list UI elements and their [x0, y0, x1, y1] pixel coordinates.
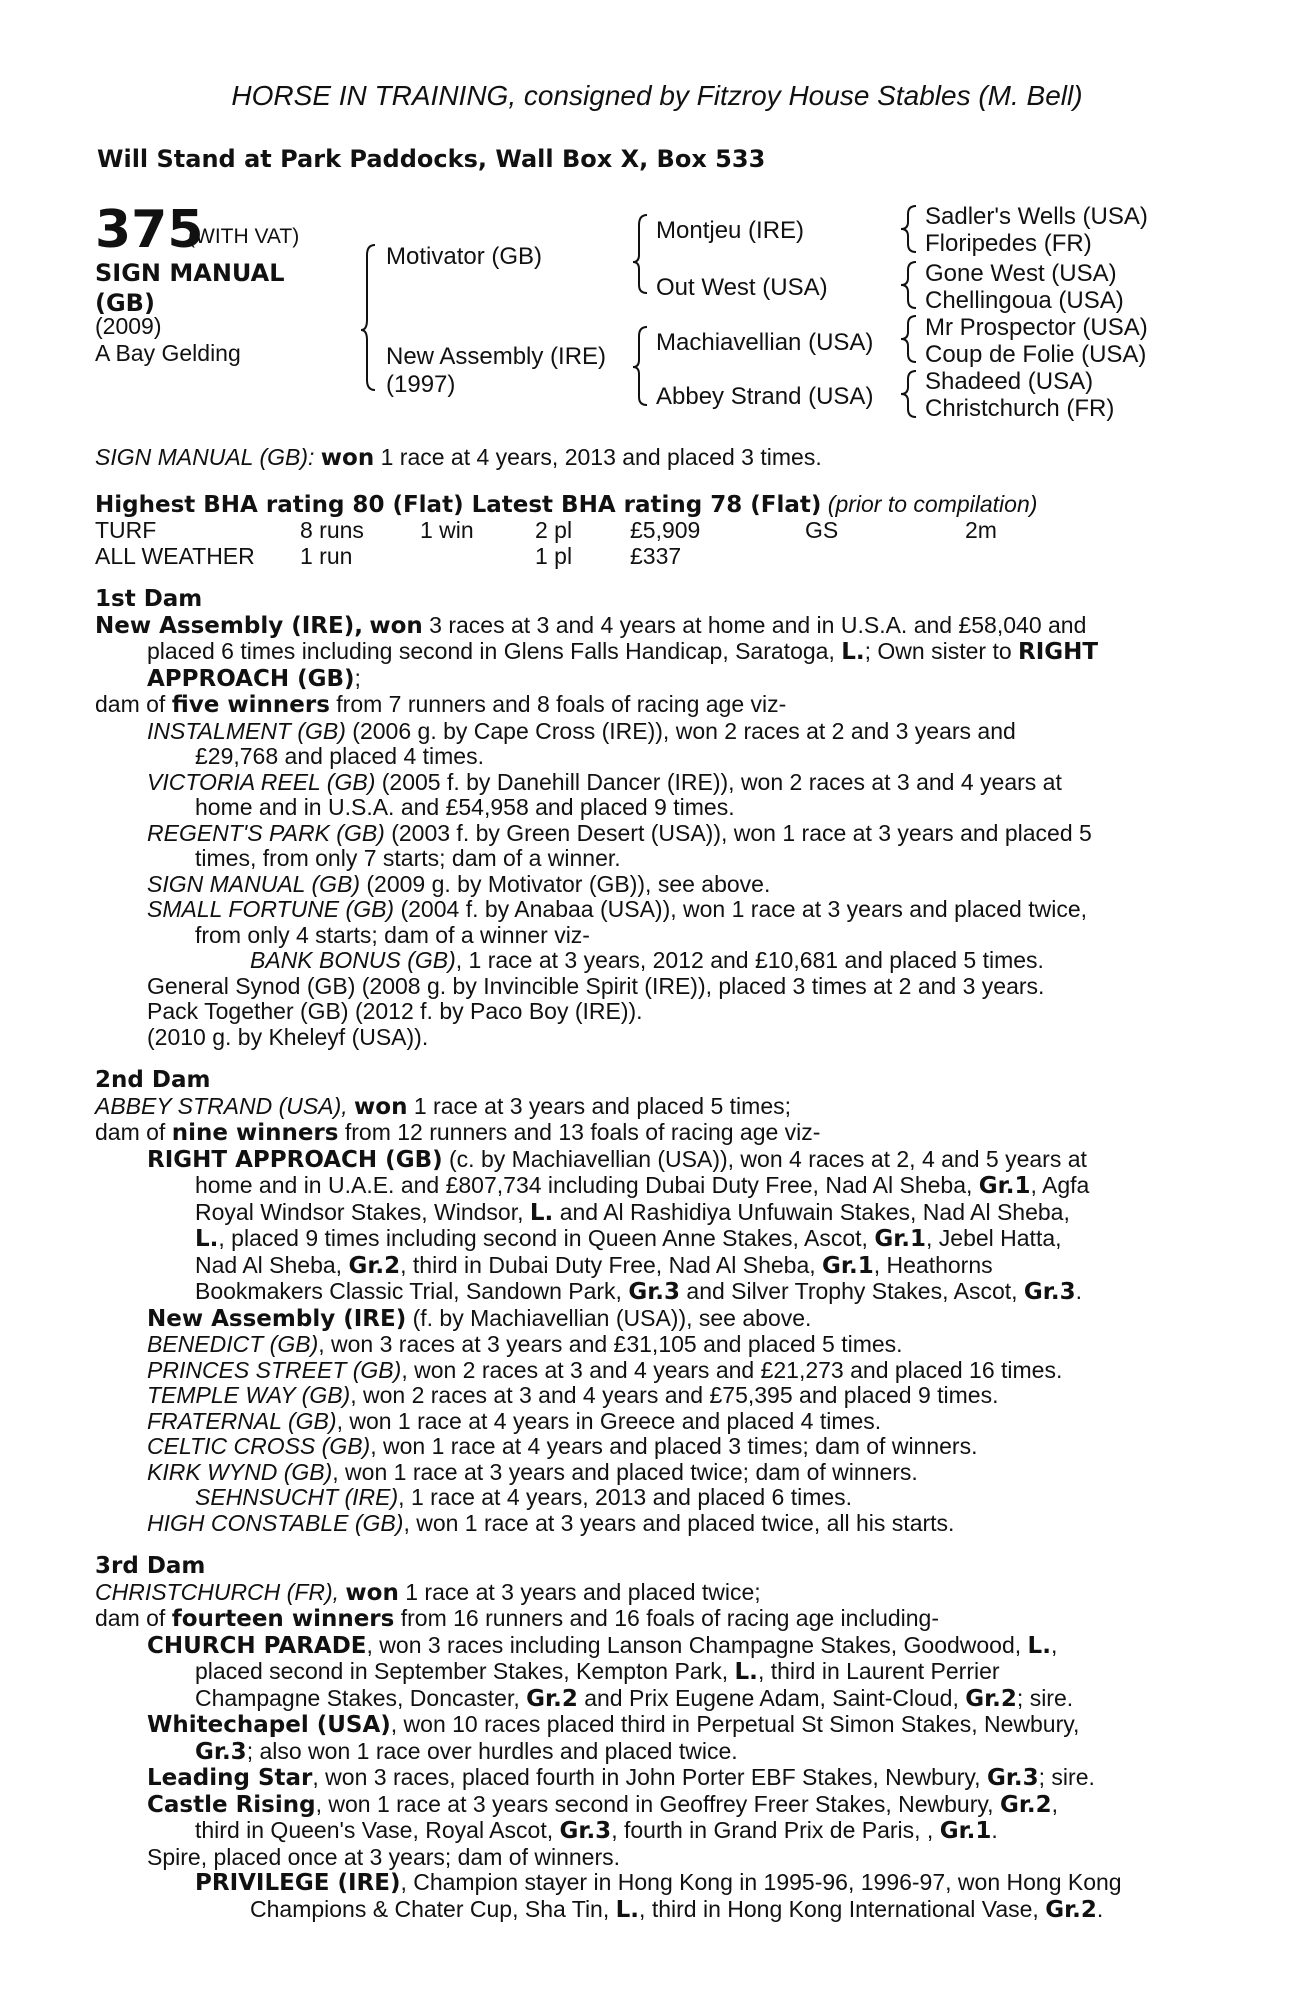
dam: New Assembly (IRE): [386, 343, 607, 370]
all-weather-row: ALL WEATHER 1 run 1 pl £337: [95, 542, 682, 569]
progeny-item: Castle Rising, won 1 race at 3 years second in Geoffrey Freer Stakes, Newbury, Gr.2,: [147, 1790, 1059, 1818]
bracket-dd: [901, 371, 916, 417]
progeny-item: TEMPLE WAY (GB), won 2 races at 3 and 4 years and £75,395 and placed 9 times.: [147, 1382, 999, 1408]
rating-line: Highest BHA rating 80 (Flat) Latest BHA rating 78 (Flat) (prior to compilation): [95, 490, 1038, 518]
progeny-item: General Synod (GB) (2008 g. by Invincible Spirit (IRE)), placed 3 times at 2 and 3 years.: [147, 972, 1045, 999]
horse-description: A Bay Gelding: [95, 340, 241, 366]
bracket-sire-dam: [361, 245, 375, 390]
first-dam-heading: 1st Dam: [95, 586, 203, 612]
sdd: Chellingoua (USA): [925, 287, 1124, 314]
progeny-item: Leading Star, won 3 races, placed fourth in John Porter EBF Stakes, Newbury, Gr.3; sire.: [147, 1764, 1095, 1791]
horse-name: SIGN MANUAL: [95, 259, 285, 287]
horse-origin: (GB): [95, 289, 155, 317]
sire-dam: Out West (USA): [656, 274, 828, 301]
progeny-item: PRINCES STREET (GB), won 2 races at 3 and 4 years and £21,273 and placed 16 times.: [147, 1356, 1063, 1383]
dss: Mr Prospector (USA): [925, 314, 1148, 341]
foal-year: (2009): [95, 313, 162, 339]
catalogue-body: SIGN MANUAL (GB): won 1 race at 4 years, 2013 and placed 3 times. Highest BHA rating 80 (Flat) Latest BHA rating 78 (Flat) (prior to compilation) TURF 8 runs 1 win 2 pl £5,909 GS 2m ALL WEATHER 1 run 1 pl £337 1st Dam New Assembly (IRE), won 3 races at 3 and 4 years at home and in U.S.A. and £58,040 and placed 6 times including second in Glens Falls Handicap, Saratoga, L.; Own sister to RIGHT APPROACH (GB); dam of five winners from 7 runners and 8 foals of racing age viz- INSTALMENT (GB) (2006 g. by Cape Cross (IRE)), won 2 races at 2 and 3 years and £29,768 and placed 4 times. VICTORIA REEL (GB) (2005 f. by Danehill Dancer (IRE)), won 2 races at 3 and 4 years at home and in U.S.A. and £54,958 and placed 9 times. REGENT'S PARK (GB) (2003 f. by Green Desert (USA)), won 1 race at 3 years and placed 5 times, from only 7 starts; dam of a winner. SIGN MANUAL (GB) (2009 g. by Motivator (GB)), see above. SMALL FORTUNE (GB) (2004 f. by Anabaa (USA)), won 1 race at 3 years and placed twice, from only 4 starts; dam of a winner viz- BANK BONUS (GB), 1 race at 3 years, 2012 and £10,681 and placed 5 times. General Synod (GB) (2008 g. by Invincible Spirit (IRE)), placed 3 times at 2 and 3 years. Pack Together (GB) (2012 f. by Paco Boy (IRE)). (2010 g. by Kheleyf (USA)). 2nd Dam ABBEY STRAND (USA), won 1 race at 3 years and placed 5 times; dam of nine winners from 12 runners and 13 foals of racing age viz- RIGHT APPROACH (GB) (c. by Machiavellian (USA)), won 4 races at 2, 4 and 5 years at home and in U.A.E. and £807,734 including Dubai Duty Free, Nad Al Sheba, Gr.1, Agfa Royal Windsor Stakes, Windsor, L. and Al Rashidiya Unfuwain Stakes, Nad Al Sheba, L., placed 9 times including second in Queen Anne Stakes, Ascot, Gr.1, Jebel Hatta, Nad Al Sheba, Gr.2, third in Dubai Duty Free, Nad Al Sheba, Gr.1, Heathorns Bookmakers Classic Trial, Sandown Park, Gr.3 and Silver Trophy Stakes, Ascot, Gr.3. New Assembly (IRE) (f. by Machiavellian (USA)), see above. BENEDICT (GB), won 3 races at 3 years and £31,105 and placed 5 times. PRINCES STREET (GB), won 2 races at 3 and 4 years and £21,273 and placed 16 times. TEMPLE WAY (GB), won 2 races at 3 and 4 years and £75,395 and placed 9 times. FRATERNAL (GB), won 1 race at 4 years in Greece and placed 4 times. CELTIC CROSS (GB), won 1 race at 4 years and placed 3 times; dam of winners. KIRK WYND (GB), won 1 race at 3 years and placed twice; dam of winners. SEHNSUCHT (IRE), 1 race at 4 years, 2013 and placed 6 times. HIGH CONSTABLE (GB), won 1 race at 3 years and placed twice, all his starts. 3rd Dam CHRISTCHURCH (FR), won 1 race at 3 years and placed twice; dam of fourteen winners from 16 runners and 16 foals of racing age including- CHURCH PARADE, won 3 races including Lanson Champagne Stakes, Goodwood, L., placed second in September Stakes, Kempton Park, L., third in Laurent Perrier Champagne Stakes, Doncaster, Gr.2 and Prix Eugene Adam, Saint-Cloud, Gr.2; sire. Whitechapel (USA), won 10 races placed third in Perpetual St Simon Stakes, Newbury, Gr.3; also won 1 race over hurdles and placed twice. Leading Star, won 3 races, placed fourth in John Porter EBF Stakes, Newbury, Gr.3; sire. Castle Rising, won 1 race at 3 years second in Geoffrey Freer Stakes, Newbury, Gr.2, third in Queen's Vase, Royal Ascot, Gr.3, fourth in Grand Prix de Paris, , Gr.1. Spire, placed once at 3 years; dam of winners. PRIVILEGE (IRE), Champion stayer in Hong Kong in 1995-96, 1996-97, won Hong Kong Champions & Chater Cup, Sha Tin, L., third in Hong Kong International Vase, Gr.2.: [95, 445, 1205, 1923]
progeny-item: VICTORIA REEL (GB) (2005 f. by Danehill Dancer (IRE)), won 2 races at 3 and 4 years at: [147, 768, 1062, 795]
sire-sire: Montjeu (IRE): [656, 217, 805, 244]
sss: Sadler's Wells (USA): [925, 203, 1148, 230]
dam-sire: Machiavellian (USA): [656, 329, 874, 356]
race-summary: SIGN MANUAL (GB): won 1 race at 4 years, 2013 and placed 3 times.: [95, 444, 822, 471]
progeny-item: CELTIC CROSS (GB), won 1 race at 4 years and placed 3 times; dam of winners.: [147, 1433, 978, 1459]
bracket-dam: [633, 327, 647, 405]
progeny-item: Whitechapel (USA), won 10 races placed third in Perpetual St Simon Stakes, Newbury,: [147, 1711, 1080, 1738]
bracket-sd: [901, 262, 916, 308]
dsd: Coup de Folie (USA): [925, 341, 1147, 368]
page-title: HORSE IN TRAINING, consigned by Fitzroy House Stables (M. Bell): [231, 80, 1083, 111]
progeny-item: SIGN MANUAL (GB) (2009 g. by Motivator (GB)), see above.: [147, 870, 771, 897]
vat-label: (WITH VAT): [188, 225, 300, 248]
progeny-item: KIRK WYND (GB), won 1 race at 3 years and placed twice; dam of winners.: [147, 1458, 918, 1485]
turf-row: TURF 8 runs 1 win 2 pl £5,909 GS 2m: [95, 517, 997, 543]
progeny-item: INSTALMENT (GB) (2006 g. by Cape Cross (IRE)), won 2 races at 2 and 3 years and: [147, 717, 1016, 744]
progeny-item: New Assembly (IRE) (f. by Machiavellian (USA)), see above.: [147, 1304, 812, 1332]
dam-year: (1997): [386, 371, 456, 398]
progeny-item: BENEDICT (GB), won 3 races at 3 years and £31,105 and placed 5 times.: [147, 1331, 903, 1357]
progeny-item: (2010 g. by Kheleyf (USA)).: [147, 1023, 429, 1050]
sds: Gone West (USA): [925, 260, 1117, 287]
progeny-item: Pack Together (GB) (2012 f. by Paco Boy (IRE)).: [147, 998, 643, 1024]
dam-dam: Abbey Strand (USA): [656, 383, 874, 410]
dds: Shadeed (USA): [925, 368, 1094, 395]
progeny-item: REGENT'S PARK (GB) (2003 f. by Green Desert (USA)), won 1 race at 3 years and placed 5: [147, 819, 1092, 846]
third-dam-heading: 3rd Dam: [95, 1553, 206, 1579]
bracket-sire: [633, 215, 647, 293]
stand-location: Will Stand at Park Paddocks, Wall Box X, Box 533: [97, 145, 766, 173]
progeny-item: HIGH CONSTABLE (GB), won 1 race at 3 years and placed twice, all his starts.: [147, 1509, 955, 1536]
sire: Motivator (GB): [386, 243, 543, 270]
progeny-item: RIGHT APPROACH (GB) (c. by Machiavellian (USA)), won 4 races at 2, 4 and 5 years at: [147, 1145, 1087, 1173]
progeny-item: CHURCH PARADE, won 3 races including Lanson Champagne Stakes, Goodwood, L.,: [147, 1631, 1058, 1659]
progeny-item: PRIVILEGE (IRE), Champion stayer in Hong Kong in 1995-96, 1996-97, won Hong Kong: [195, 1869, 1122, 1896]
progeny-item: Spire, placed once at 3 years; dam of winners.: [147, 1843, 621, 1870]
bracket-ss: [901, 206, 916, 252]
first-dam-line: New Assembly (IRE), won 3 races at 3 and 4 years at home and in U.S.A. and £58,040 and: [95, 611, 1087, 639]
second-dam-heading: 2nd Dam: [95, 1067, 211, 1093]
bracket-ds: [901, 316, 916, 362]
progeny-item: SMALL FORTUNE (GB) (2004 f. by Anabaa (USA)), won 1 race at 3 years and placed twice,: [147, 896, 1088, 922]
ssd: Floripedes (FR): [925, 230, 1092, 257]
lot-number: 375: [95, 200, 204, 260]
progeny-item: FRATERNAL (GB), won 1 race at 4 years in Greece and placed 4 times.: [147, 1407, 882, 1434]
ddd: Christchurch (FR): [925, 395, 1115, 422]
